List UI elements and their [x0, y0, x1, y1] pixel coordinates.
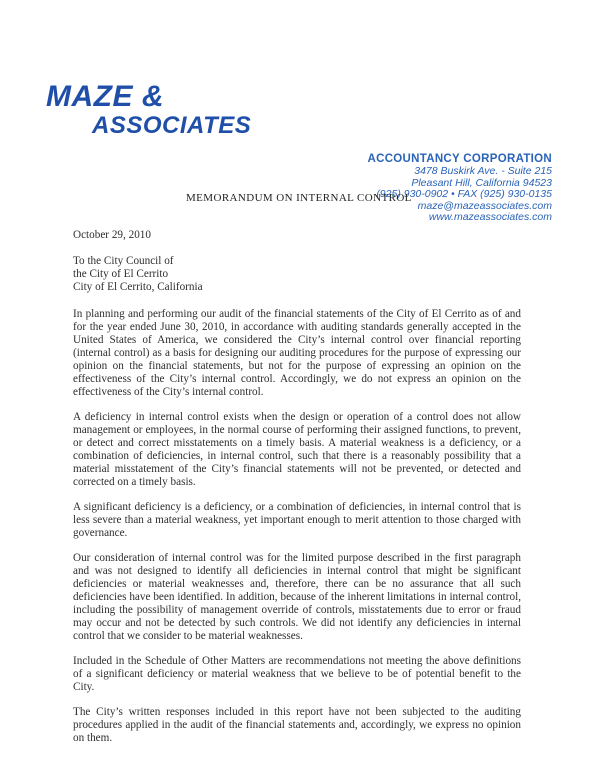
memo-title: MEMORANDUM ON INTERNAL CONTROL	[186, 192, 412, 204]
addressee-block	[73, 255, 521, 294]
body-paragraph-6: The City’s written responses included in this report have not been subjected to the auditing procedures applied in the audit of the financial statements and, accordingly, we express no opinion on them.	[73, 706, 521, 744]
memo-date: October 29, 2010	[73, 229, 151, 241]
firm-email: maze@mazeassociates.com	[417, 199, 552, 212]
body-paragraph-2: A deficiency in internal control exists when the design or operation of a control does not allow management or employees, in the normal course of performing their assigned functions, to prevent, or detect and correct misstatements on a timely basis. A material weakness is a deficiency, or a combination of deficiencies, in internal control, such that there is a reasonably possibility that a material misstatement of the City’s financial statements will not be prevented, or detected and corrected on a timely basis.	[73, 411, 521, 488]
addressee-line: City of El Cerrito, California	[73, 281, 203, 293]
firm-letterhead	[367, 153, 552, 224]
firm-city: Pleasant Hill, California 94523	[411, 176, 552, 189]
logo-line-2: ASSOCIATES	[92, 112, 252, 139]
addressee-line: To the City Council of	[73, 255, 174, 267]
logo-line-1: MAZE &	[46, 80, 164, 113]
firm-phone: (925) 930-0902 • FAX (925) 930-0135	[376, 188, 552, 200]
body-paragraph-1: In planning and performing our audit of the financial statements of the City of El Cerrito as of and for the year ended June 30, 2010, in accordance with auditing standards generally accepted in the United States of America, we considered the City’s internal control over financial reporting (internal control) as a basis for designing our auditing procedures for the purpose of expressing our opinion on the financial statements, but not for the purpose of expressing an opinion on the effectiveness of the City’s internal control. Accordingly, we do not express an opinion on the effectiveness of the City’s internal control.	[73, 308, 521, 398]
memo-body	[73, 229, 521, 757]
body-paragraph-4: Our consideration of internal control was for the limited purpose described in the first paragraph and was not designed to identify all deficiencies in internal control that might be significant deficiencies or material weaknesses and, therefore, there can be no assurance that all such deficiencies have been identified. In addition, because of the inherent limitations in internal control, including the possibility of management override of controls, misstatements due to error or fraud may occur and not be detected by such controls. We did not identify any deficiencies in internal control that we consider to be material weaknesses.	[73, 552, 521, 642]
body-paragraph-5: Included in the Schedule of Other Matters are recommendations not meeting the above definitions of a significant deficiency or material weakness that we believe to be of potential benefit to the City.	[73, 655, 521, 693]
body-paragraph-3: A significant deficiency is a deficiency, or a combination of deficiencies, in internal control that is less severe than a material weakness, yet important enough to merit attention to those charged with governance.	[73, 501, 521, 539]
addressee-line: the City of El Cerrito	[73, 268, 169, 280]
firm-address: 3478 Buskirk Ave. - Suite 215	[414, 165, 552, 177]
firm-name: ACCOUNTANCY CORPORATION	[367, 153, 552, 165]
firm-logo	[46, 82, 251, 138]
firm-website: www.mazeassociates.com	[428, 211, 552, 223]
